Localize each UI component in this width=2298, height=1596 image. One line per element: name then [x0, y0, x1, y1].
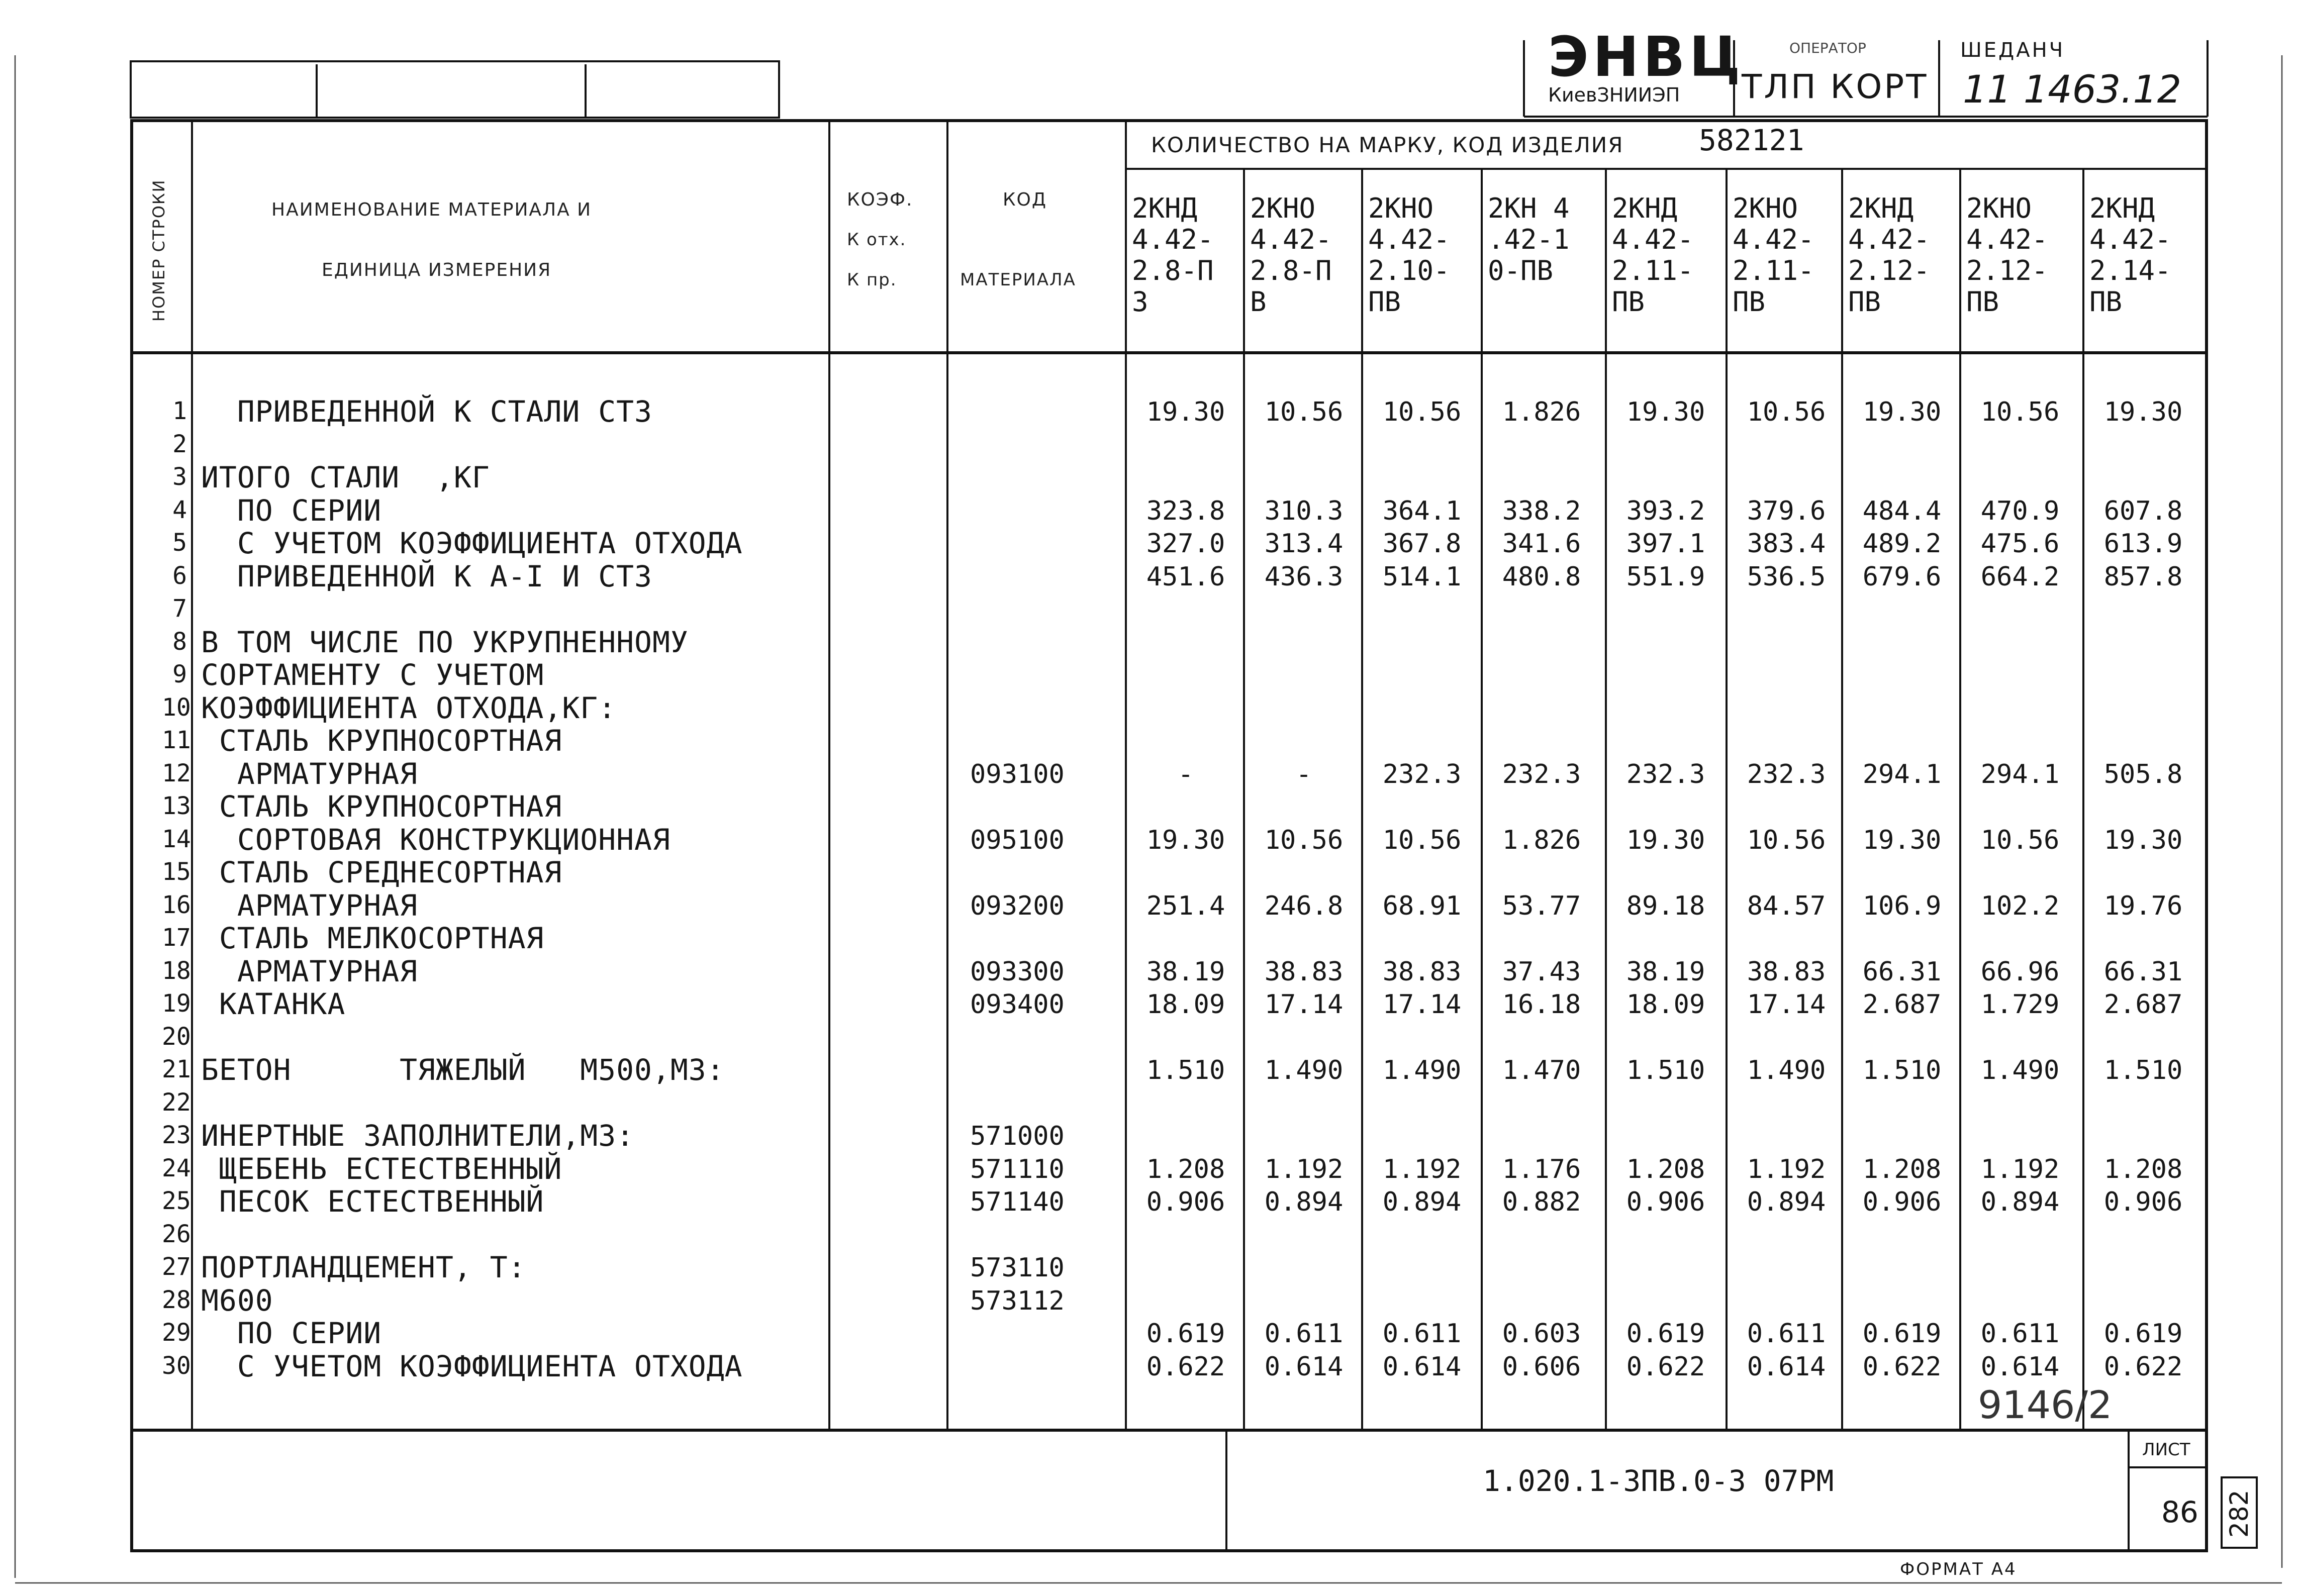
- row-value-cell: 0.622: [2103, 1351, 2183, 1382]
- row-value-cell: 0.614: [1264, 1351, 1344, 1382]
- row-value-cell: 18.09: [1626, 989, 1705, 1020]
- row-value-cell: 19.30: [1862, 825, 1942, 855]
- row-value-cell: 19.30: [2103, 397, 2183, 427]
- mark-header-line: 4.42-: [1848, 224, 1930, 255]
- row-value-cell: 0.611: [1264, 1319, 1344, 1349]
- mark-header-line: 4.42-: [1250, 224, 1332, 255]
- row-material-code: 093400: [970, 989, 1065, 1020]
- row-material-name: СОРТОВАЯ КОНСТРУКЦИОННАЯ: [201, 822, 671, 857]
- row-value-cell: 341.6: [1502, 529, 1581, 559]
- row-value-cell: 0.611: [1980, 1319, 2060, 1349]
- row-number: 28: [162, 1285, 191, 1314]
- row-number: 10: [162, 693, 191, 722]
- row-value-cell: 0.894: [1382, 1187, 1462, 1217]
- row-value-cell: 0.894: [1264, 1187, 1344, 1217]
- row-material-name: ПЕСОК ЕСТЕСТВЕННЫЙ: [201, 1184, 544, 1219]
- row-number: 8: [172, 627, 187, 656]
- row-number: 18: [162, 956, 191, 985]
- row-value-cell: 2.687: [2103, 989, 2183, 1020]
- row-number: 9: [172, 660, 187, 688]
- row-material-code: 571000: [970, 1121, 1065, 1151]
- row-value-cell: 0.622: [1862, 1351, 1942, 1382]
- row-material-name: ИТОГО СТАЛИ ,КГ: [201, 460, 490, 494]
- mark-header-line: 4.42-: [1612, 224, 1694, 255]
- row-value-cell: 679.6: [1862, 561, 1942, 592]
- row-material-code: 573110: [970, 1253, 1065, 1283]
- row-value-cell: 294.1: [1862, 759, 1942, 789]
- row-number: 25: [162, 1187, 191, 1215]
- row-value-cell: 19.30: [1862, 397, 1942, 427]
- row-number: 29: [162, 1319, 191, 1347]
- row-material-name: ЩЕБЕНЬ ЕСТЕСТВЕННЫЙ: [201, 1151, 562, 1186]
- row-number: 3: [172, 463, 187, 491]
- row-material-name: С УЧЕТОМ КОЭФФИЦИЕНТА ОТХОДА: [201, 526, 743, 560]
- row-value-cell: 10.56: [1382, 397, 1462, 427]
- row-value-cell: 484.4: [1862, 495, 1942, 526]
- org-name: ЭНВЦ: [1548, 25, 1745, 89]
- row-material-name: С УЧЕТОМ КОЭФФИЦИЕНТА ОТХОДА: [201, 1349, 743, 1383]
- row-material-code: 093100: [970, 759, 1065, 789]
- mark-header-line: ПВ: [2089, 286, 2123, 318]
- row-value-cell: 38.83: [1382, 956, 1462, 987]
- row-value-cell: 664.2: [1980, 561, 2060, 592]
- row-material-name: ПРИВЕДЕННОЙ К СТАЛИ СТ3: [201, 394, 652, 429]
- format-label: ФОРМАТ А4: [1900, 1559, 2017, 1579]
- row-number: 15: [162, 858, 191, 886]
- row-number: 5: [172, 529, 187, 557]
- row-value-cell: 1.490: [1264, 1055, 1344, 1085]
- row-value-cell: 232.3: [1502, 759, 1581, 789]
- mark-header-line: 2КНО: [1368, 192, 1434, 224]
- row-number: 11: [162, 726, 191, 754]
- code-header: КОД: [1003, 189, 1047, 210]
- row-value-cell: 0.619: [1862, 1319, 1942, 1349]
- row-value-cell: 1.208: [2103, 1154, 2183, 1184]
- mark-header-line: ПВ: [1368, 286, 1401, 318]
- row-value-cell: 1.192: [1747, 1154, 1826, 1184]
- row-material-name: ИНЕРТНЫЕ ЗАПОЛНИТЕЛИ,М3:: [201, 1119, 635, 1153]
- row-number: 1: [172, 397, 187, 425]
- row-value-cell: 18.09: [1146, 989, 1225, 1020]
- mark-header-line: ПВ: [1848, 286, 1881, 318]
- row-number: 26: [162, 1220, 191, 1248]
- row-number: 13: [162, 792, 191, 820]
- mark-header-line: 2.11-: [1612, 255, 1694, 286]
- row-value-cell: 1.729: [1980, 989, 2060, 1020]
- row-value-cell: 1.208: [1146, 1154, 1225, 1184]
- row-value-cell: 251.4: [1146, 890, 1225, 921]
- row-value-cell: 1.192: [1980, 1154, 2060, 1184]
- mark-header-line: 4.42-: [1733, 224, 1814, 255]
- mark-header-line: ПВ: [1612, 286, 1645, 318]
- row-value-cell: 0.619: [1146, 1319, 1225, 1349]
- mark-header-line: 4.42-: [1132, 224, 1214, 255]
- row-value-cell: 0.906: [1862, 1187, 1942, 1217]
- row-value-cell: 613.9: [2103, 529, 2183, 559]
- row-number: 6: [172, 561, 187, 590]
- rownum-header: НОМЕР СТРОКИ: [149, 179, 168, 322]
- row-material-name: БЕТОН ТЯЖЕЛЫЙ М500,М3:: [201, 1053, 725, 1087]
- row-material-name: АРМАТУРНАЯ: [201, 756, 418, 791]
- row-value-cell: 0.614: [1382, 1351, 1462, 1382]
- row-number: 30: [162, 1351, 191, 1380]
- row-value-cell: 379.6: [1747, 495, 1826, 526]
- row-value-cell: 19.30: [1626, 825, 1705, 855]
- row-value-cell: 66.31: [1862, 956, 1942, 987]
- row-value-cell: 1.192: [1382, 1154, 1462, 1184]
- row-value-cell: 397.1: [1626, 529, 1705, 559]
- mark-header-line: .42-1: [1488, 224, 1570, 255]
- row-value-cell: 232.3: [1382, 759, 1462, 789]
- row-value-cell: 0.894: [1747, 1187, 1826, 1217]
- row-material-name: СОРТАМЕНТУ С УЧЕТОМ: [201, 658, 544, 692]
- row-value-cell: 294.1: [1980, 759, 2060, 789]
- row-value-cell: 1.490: [1382, 1055, 1462, 1085]
- row-value-cell: 37.43: [1502, 956, 1581, 987]
- row-value-cell: 0.603: [1502, 1319, 1581, 1349]
- row-value-cell: 436.3: [1264, 561, 1344, 592]
- row-value-cell: 19.30: [2103, 825, 2183, 855]
- row-material-name: ПОРТЛАНДЦЕМЕНТ, Т:: [201, 1250, 526, 1284]
- row-number: 16: [162, 890, 191, 919]
- row-value-cell: 19.30: [1146, 397, 1225, 427]
- row-value-cell: 338.2: [1502, 495, 1581, 526]
- code-header-line2: МАТЕРИАЛА: [960, 270, 1076, 290]
- side-stamp: 282: [2225, 1489, 2254, 1538]
- row-value-cell: 68.91: [1382, 890, 1462, 921]
- row-value-cell: 857.8: [2103, 561, 2183, 592]
- row-material-name: АРМАТУРНАЯ: [201, 888, 418, 923]
- row-material-code: 571140: [970, 1187, 1065, 1217]
- sheet-number: 86: [2161, 1495, 2198, 1529]
- row-value-cell: 66.31: [2103, 956, 2183, 987]
- mark-header-line: 4.42-: [1966, 224, 2048, 255]
- row-value-cell: 364.1: [1382, 495, 1462, 526]
- row-material-name: АРМАТУРНАЯ: [201, 954, 418, 988]
- quantity-title: КОЛИЧЕСТВО НА МАРКУ, КОД ИЗДЕЛИЯ: [1151, 133, 1624, 157]
- row-value-cell: 310.3: [1264, 495, 1344, 526]
- row-value-cell: 246.8: [1264, 890, 1344, 921]
- row-number: 20: [162, 1022, 191, 1051]
- row-material-code: 093300: [970, 956, 1065, 987]
- mark-header-line: 2КНО: [1733, 192, 1798, 224]
- row-number: 14: [162, 825, 191, 853]
- row-value-cell: 1.192: [1264, 1154, 1344, 1184]
- row-value-cell: 1.490: [1980, 1055, 2060, 1085]
- row-number: 22: [162, 1088, 191, 1117]
- row-value-cell: 551.9: [1626, 561, 1705, 592]
- designation: 1.020.1-3ПВ.0-3 07РМ: [1483, 1464, 1834, 1498]
- row-value-cell: 1.208: [1626, 1154, 1705, 1184]
- row-value-cell: 17.14: [1747, 989, 1826, 1020]
- org-subtitle: КиевЗНИИЭП: [1548, 84, 1680, 106]
- row-value-cell: 38.19: [1626, 956, 1705, 987]
- operator-label: ОПЕРАТОР: [1789, 40, 1866, 56]
- row-value-cell: 10.56: [1980, 397, 2060, 427]
- row-value-cell: 16.18: [1502, 989, 1581, 1020]
- row-material-name: ПРИВЕДЕННОЙ К А-I И СТ3: [201, 559, 652, 593]
- row-number: 2: [172, 430, 187, 458]
- row-value-cell: 489.2: [1862, 529, 1942, 559]
- mark-header-line: 2КНО: [1250, 192, 1316, 224]
- row-value-cell: 0.622: [1146, 1351, 1225, 1382]
- row-value-cell: 84.57: [1747, 890, 1826, 921]
- row-number: 19: [162, 989, 191, 1018]
- mark-header-line: 2КНД: [1132, 192, 1198, 224]
- row-value-cell: 232.3: [1747, 759, 1826, 789]
- row-value-cell: 1.826: [1502, 397, 1581, 427]
- row-value-cell: 0.906: [2103, 1187, 2183, 1217]
- row-value-cell: 475.6: [1980, 529, 2060, 559]
- row-value-cell: 0.619: [2103, 1319, 2183, 1349]
- row-value-cell: 367.8: [1382, 529, 1462, 559]
- row-material-name: ПО СЕРИИ: [201, 493, 382, 528]
- doc-number: 9146/2: [1978, 1382, 2113, 1427]
- row-material-name: КОЭФФИЦИЕНТА ОТХОДА,КГ:: [201, 690, 617, 725]
- row-value-cell: 0.622: [1626, 1351, 1705, 1382]
- mark-header-line: ПВ: [1966, 286, 1999, 318]
- row-material-name: СТАЛЬ МЕЛКОСОРТНАЯ: [201, 921, 544, 955]
- row-material-code: 573112: [970, 1285, 1065, 1316]
- row-material-name: СТАЛЬ КРУПНОСОРТНАЯ: [201, 724, 562, 758]
- mark-header-line: ПВ: [1733, 286, 1766, 318]
- row-value-cell: 313.4: [1264, 529, 1344, 559]
- cipher-value: 11 1463.12: [1963, 67, 2182, 112]
- row-material-name: СТАЛЬ СРЕДНЕСОРТНАЯ: [201, 855, 562, 889]
- row-value-cell: 19.30: [1626, 397, 1705, 427]
- mark-header-line: 2.12-: [1966, 255, 2048, 286]
- row-material-name: КАТАНКА: [201, 987, 346, 1021]
- row-value-cell: 1.510: [2103, 1055, 2183, 1085]
- row-value-cell: -: [1296, 759, 1312, 789]
- row-value-cell: 106.9: [1862, 890, 1942, 921]
- row-material-name: М600: [201, 1283, 273, 1318]
- mark-header-line: 2.11-: [1733, 255, 1814, 286]
- row-value-cell: 17.14: [1264, 989, 1344, 1020]
- mark-header-line: 2КН 4: [1488, 192, 1570, 224]
- row-material-name: СТАЛЬ КРУПНОСОРТНАЯ: [201, 789, 562, 824]
- cipher-label: ШЕДАНЧ: [1960, 39, 2065, 62]
- row-value-cell: 232.3: [1626, 759, 1705, 789]
- row-value-cell: 19.30: [1146, 825, 1225, 855]
- row-value-cell: 1.510: [1862, 1055, 1942, 1085]
- coef-header: КОЭФ.: [847, 189, 913, 210]
- row-value-cell: 383.4: [1747, 529, 1826, 559]
- row-value-cell: 323.8: [1146, 495, 1225, 526]
- row-number: 17: [162, 924, 191, 952]
- row-number: 23: [162, 1121, 191, 1149]
- row-number: 7: [172, 594, 187, 623]
- row-value-cell: 10.56: [1747, 397, 1826, 427]
- mark-header-line: 2.10-: [1368, 255, 1450, 286]
- row-value-cell: 1.826: [1502, 825, 1581, 855]
- mark-header-line: 2КНД: [1612, 192, 1678, 224]
- row-value-cell: 536.5: [1747, 561, 1826, 592]
- operator-value: ТЛП КОРТ: [1742, 67, 1929, 106]
- mark-header-line: В: [1250, 286, 1267, 318]
- row-value-cell: 10.56: [1980, 825, 2060, 855]
- coef-k-waste: К отх.: [847, 230, 907, 250]
- row-value-cell: 0.606: [1502, 1351, 1581, 1382]
- row-value-cell: 1.176: [1502, 1154, 1581, 1184]
- mark-header-line: 2КНД: [2089, 192, 2155, 224]
- row-value-cell: 10.56: [1264, 397, 1344, 427]
- row-value-cell: 0.906: [1626, 1187, 1705, 1217]
- row-value-cell: 38.83: [1264, 956, 1344, 987]
- sheet-label: ЛИСТ: [2142, 1440, 2190, 1460]
- row-material-name: ПО СЕРИИ: [201, 1316, 382, 1350]
- row-value-cell: 505.8: [2103, 759, 2183, 789]
- row-material-code: 571110: [970, 1154, 1065, 1184]
- row-value-cell: 327.0: [1146, 529, 1225, 559]
- mark-header-line: 2.14-: [2089, 255, 2171, 286]
- row-value-cell: 89.18: [1626, 890, 1705, 921]
- row-number: 4: [172, 495, 187, 524]
- row-value-cell: 19.76: [2103, 890, 2183, 921]
- row-value-cell: 0.611: [1747, 1319, 1826, 1349]
- mark-header-line: 2.12-: [1848, 255, 1930, 286]
- row-value-cell: 66.96: [1980, 956, 2060, 987]
- row-value-cell: 514.1: [1382, 561, 1462, 592]
- row-material-code: 093200: [970, 890, 1065, 921]
- row-value-cell: 10.56: [1747, 825, 1826, 855]
- row-value-cell: 2.687: [1862, 989, 1942, 1020]
- row-value-cell: 10.56: [1382, 825, 1462, 855]
- row-value-cell: 102.2: [1980, 890, 2060, 921]
- row-value-cell: 0.614: [1747, 1351, 1826, 1382]
- name-header-line1: НАИМЕНОВАНИЕ МАТЕРИАЛА И: [271, 200, 592, 220]
- name-header-line2: ЕДИНИЦА ИЗМЕРЕНИЯ: [322, 260, 552, 280]
- row-material-name: В ТОМ ЧИСЛЕ ПО УКРУПНЕННОМУ: [201, 625, 689, 659]
- row-value-cell: 10.56: [1264, 825, 1344, 855]
- row-value-cell: 1.208: [1862, 1154, 1942, 1184]
- row-value-cell: 393.2: [1626, 495, 1705, 526]
- row-value-cell: 0.894: [1980, 1187, 2060, 1217]
- row-number: 21: [162, 1055, 191, 1083]
- row-value-cell: 0.611: [1382, 1319, 1462, 1349]
- mark-header-line: 3: [1132, 286, 1148, 318]
- mark-header-line: 2.8-П: [1250, 255, 1332, 286]
- row-value-cell: 1.510: [1626, 1055, 1705, 1085]
- mark-header-line: 4.42-: [1368, 224, 1450, 255]
- mark-header-line: 2.8-П: [1132, 255, 1214, 286]
- row-value-cell: 0.906: [1146, 1187, 1225, 1217]
- row-value-cell: 480.8: [1502, 561, 1581, 592]
- row-value-cell: 1.470: [1502, 1055, 1581, 1085]
- mark-header-line: 0-ПВ: [1488, 255, 1554, 286]
- row-value-cell: -: [1178, 759, 1194, 789]
- row-value-cell: 38.19: [1146, 956, 1225, 987]
- title-block: [132, 1430, 2207, 1551]
- row-value-cell: 53.77: [1502, 890, 1581, 921]
- mark-header-line: 2КНО: [1966, 192, 2032, 224]
- row-value-cell: 0.614: [1980, 1351, 2060, 1382]
- row-value-cell: 470.9: [1980, 495, 2060, 526]
- mark-header-line: 4.42-: [2089, 224, 2171, 255]
- mark-header-line: 2КНД: [1848, 192, 1914, 224]
- stamp-box: [131, 61, 779, 118]
- row-value-cell: 38.83: [1747, 956, 1826, 987]
- row-value-cell: 451.6: [1146, 561, 1225, 592]
- row-value-cell: 0.619: [1626, 1319, 1705, 1349]
- row-value-cell: 17.14: [1382, 989, 1462, 1020]
- coef-k-pr: К пр.: [847, 270, 897, 290]
- row-value-cell: 0.882: [1502, 1187, 1581, 1217]
- row-material-code: 095100: [970, 825, 1065, 855]
- row-number: 27: [162, 1253, 191, 1281]
- row-number: 12: [162, 759, 191, 787]
- row-number: 24: [162, 1154, 191, 1182]
- row-value-cell: 1.510: [1146, 1055, 1225, 1085]
- row-value-cell: 607.8: [2103, 495, 2183, 526]
- row-value-cell: 1.490: [1747, 1055, 1826, 1085]
- product-code: 582121: [1699, 123, 1804, 157]
